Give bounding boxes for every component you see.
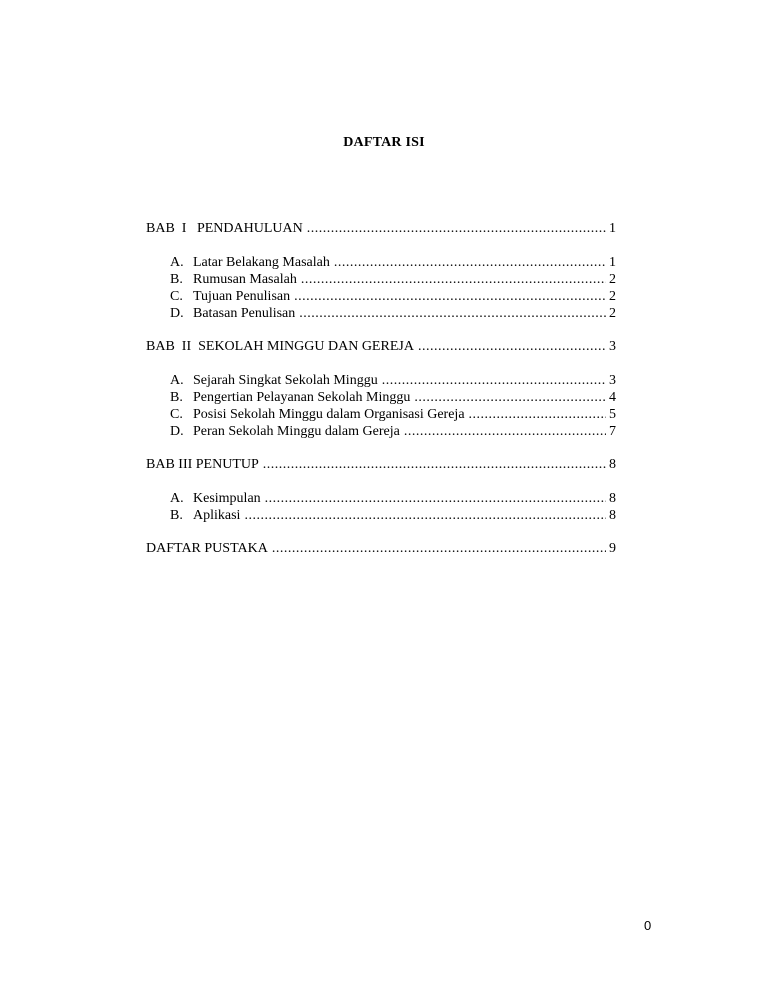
chapter-label: BAB III PENUTUP (146, 457, 259, 472)
dot-leader (265, 490, 606, 507)
dot-leader (263, 456, 606, 473)
toc-section-row (146, 490, 616, 507)
toc-section-group (146, 254, 616, 322)
dot-leader (244, 507, 606, 524)
section-label: Pengertian Pelayanan Sekolah Minggu (193, 390, 411, 405)
dot-leader (418, 338, 606, 355)
section-letter: B. (170, 272, 183, 287)
dot-leader (301, 271, 606, 288)
section-page-number: 8 (609, 508, 616, 523)
section-page-number: 5 (609, 407, 616, 422)
page-title: DAFTAR ISI (343, 135, 425, 150)
section-letter: A. (170, 373, 184, 388)
chapter-page-number: 1 (609, 221, 616, 236)
toc-section-group (146, 490, 616, 524)
section-label: Latar Belakang Masalah (193, 255, 330, 270)
section-page-number: 2 (609, 289, 616, 304)
toc-section-row (146, 288, 616, 305)
toc-section-row (146, 389, 616, 406)
footer-page-number: 0 (644, 918, 652, 933)
section-letter: D. (170, 424, 184, 439)
toc-section-row (146, 305, 616, 322)
section-label: Kesimpulan (193, 491, 261, 506)
section-page-number: 8 (609, 491, 616, 506)
table-of-contents (146, 220, 616, 574)
section-page-number: 4 (609, 390, 616, 405)
section-label: Batasan Penulisan (193, 306, 296, 321)
chapter-page-number: 8 (609, 457, 616, 472)
section-page-number: 3 (609, 373, 616, 388)
chapter-label: DAFTAR PUSTAKA (146, 541, 268, 556)
section-label: Aplikasi (193, 508, 241, 523)
dot-leader (382, 372, 606, 389)
dot-leader (272, 540, 606, 557)
dot-leader (307, 220, 606, 237)
toc-chapter-row (146, 220, 616, 237)
section-label: Peran Sekolah Minggu dalam Gereja (193, 424, 400, 439)
section-label: Sejarah Singkat Sekolah Minggu (193, 373, 378, 388)
toc-section-group (146, 372, 616, 440)
section-page-number: 2 (609, 272, 616, 287)
section-letter: C. (170, 289, 183, 304)
toc-section-row (146, 372, 616, 389)
section-letter: B. (170, 508, 183, 523)
chapter-label: BAB II SEKOLAH MINGGU DAN GEREJA (146, 339, 414, 354)
section-label: Posisi Sekolah Minggu dalam Organisasi Gereja (193, 407, 465, 422)
toc-section-row (146, 271, 616, 288)
section-page-number: 1 (609, 255, 616, 270)
section-label: Rumusan Masalah (193, 272, 297, 287)
toc-section-row (146, 423, 616, 440)
section-page-number: 2 (609, 306, 616, 321)
section-page-number: 7 (609, 424, 616, 439)
section-label: Tujuan Penulisan (193, 289, 291, 304)
toc-chapter-row (146, 456, 616, 473)
section-letter: A. (170, 491, 184, 506)
dot-leader (294, 288, 606, 305)
dot-leader (469, 406, 606, 423)
section-letter: D. (170, 306, 184, 321)
toc-chapter-row (146, 338, 616, 355)
chapter-page-number: 3 (609, 339, 616, 354)
toc-section-row (146, 254, 616, 271)
section-letter: A. (170, 255, 184, 270)
toc-section-row (146, 507, 616, 524)
chapter-page-number: 9 (609, 541, 616, 556)
dot-leader (334, 254, 606, 271)
dot-leader (404, 423, 606, 440)
section-letter: C. (170, 407, 183, 422)
toc-section-row (146, 406, 616, 423)
dot-leader (299, 305, 606, 322)
dot-leader (414, 389, 606, 406)
chapter-label: BAB I PENDAHULUAN (146, 221, 303, 236)
toc-chapter-row (146, 540, 616, 557)
section-letter: B. (170, 390, 183, 405)
